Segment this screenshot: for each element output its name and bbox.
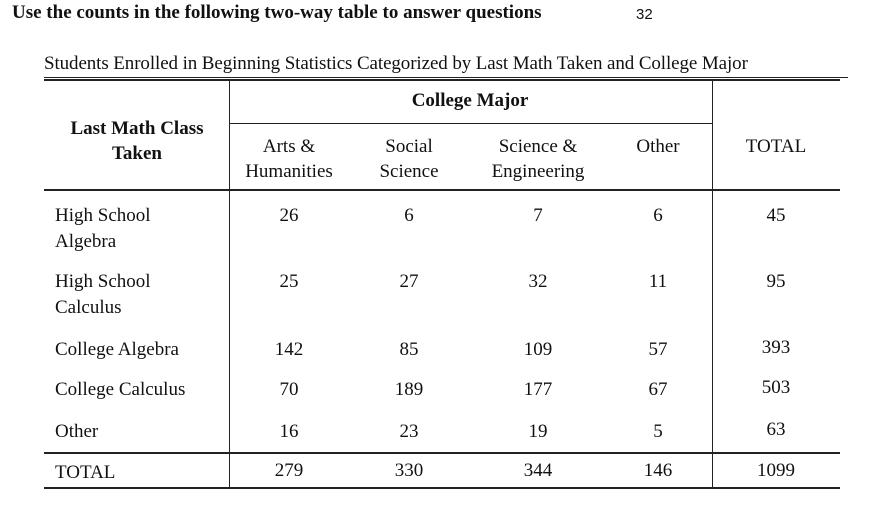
cell-arts: 70 (279, 379, 299, 400)
cell-total: 63 (766, 419, 786, 440)
column-header-social-line-1: Social (385, 136, 433, 157)
cell-social: 85 (399, 339, 419, 360)
row-label-line-2: Algebra (55, 231, 117, 252)
row-label-line-1: High School (55, 205, 151, 226)
row-header-line-2: Taken (112, 143, 162, 164)
cell-science: 109 (523, 339, 553, 360)
cell-arts: 16 (279, 421, 299, 442)
column-header-other-line-1: Other (636, 136, 680, 157)
grand-total: 1099 (757, 460, 795, 481)
cell-social: 27 (399, 271, 419, 292)
cell-other: 11 (648, 271, 668, 292)
column-header-science-line-1: Science & (498, 136, 578, 157)
total-arts: 279 (274, 460, 304, 481)
row-label (55, 269, 151, 321)
cell-total: 95 (766, 271, 786, 292)
cell-total: 503 (761, 377, 791, 398)
row-label-line-1: High School (55, 271, 151, 292)
cell-other: 67 (648, 379, 668, 400)
column-header-social (339, 134, 479, 184)
cell-science: 19 (528, 421, 548, 442)
header-bottom-rule (44, 189, 840, 191)
cell-other: 57 (648, 339, 668, 360)
cell-other: 6 (653, 205, 663, 226)
instruction-text: Use the counts in the following two-way table to answer questions (12, 2, 542, 23)
column-header-science-line-2: Engineering (491, 161, 585, 182)
row-header (47, 116, 227, 166)
cell-science: 32 (528, 271, 548, 292)
column-header-total: TOTAL (745, 136, 807, 157)
row-header-line-1: Last Math Class (70, 118, 204, 139)
table-top-rule (44, 79, 840, 81)
cell-arts: 26 (279, 205, 299, 226)
total-social: 330 (394, 460, 424, 481)
row-label-line-2: Calculus (55, 297, 122, 318)
row-label: College Calculus (55, 379, 186, 400)
cell-arts: 25 (279, 271, 299, 292)
group-header: College Major (411, 90, 529, 111)
cell-social: 189 (394, 379, 424, 400)
cell-social: 23 (399, 421, 419, 442)
row-label: College Algebra (55, 339, 179, 360)
total-other: 146 (643, 460, 673, 481)
caption-underline (44, 77, 848, 78)
totals-top-rule (44, 452, 840, 454)
page-number: 32 (636, 6, 653, 23)
cell-science: 177 (523, 379, 553, 400)
column-header-arts-line-1: Arts & (262, 136, 316, 157)
cell-total: 45 (766, 205, 786, 226)
group-header-rule (230, 123, 713, 124)
column-header-social-line-2: Science (379, 161, 439, 182)
row-label (55, 203, 151, 255)
column-header-science (468, 134, 608, 184)
totals-row-label: TOTAL (55, 462, 116, 483)
cell-total: 393 (761, 337, 791, 358)
table-caption: Students Enrolled in Beginning Statistics Categorized by Last Math Taken and College Major (44, 53, 748, 74)
column-header-arts-line-2: Humanities (245, 161, 333, 182)
cell-arts: 142 (274, 339, 304, 360)
total-science: 344 (523, 460, 553, 481)
cell-social: 6 (404, 205, 414, 226)
column-header-arts (219, 134, 359, 184)
row-label: Other (55, 421, 99, 442)
cell-science: 7 (533, 205, 543, 226)
cell-other: 5 (653, 421, 663, 442)
table-bottom-rule (44, 487, 840, 489)
